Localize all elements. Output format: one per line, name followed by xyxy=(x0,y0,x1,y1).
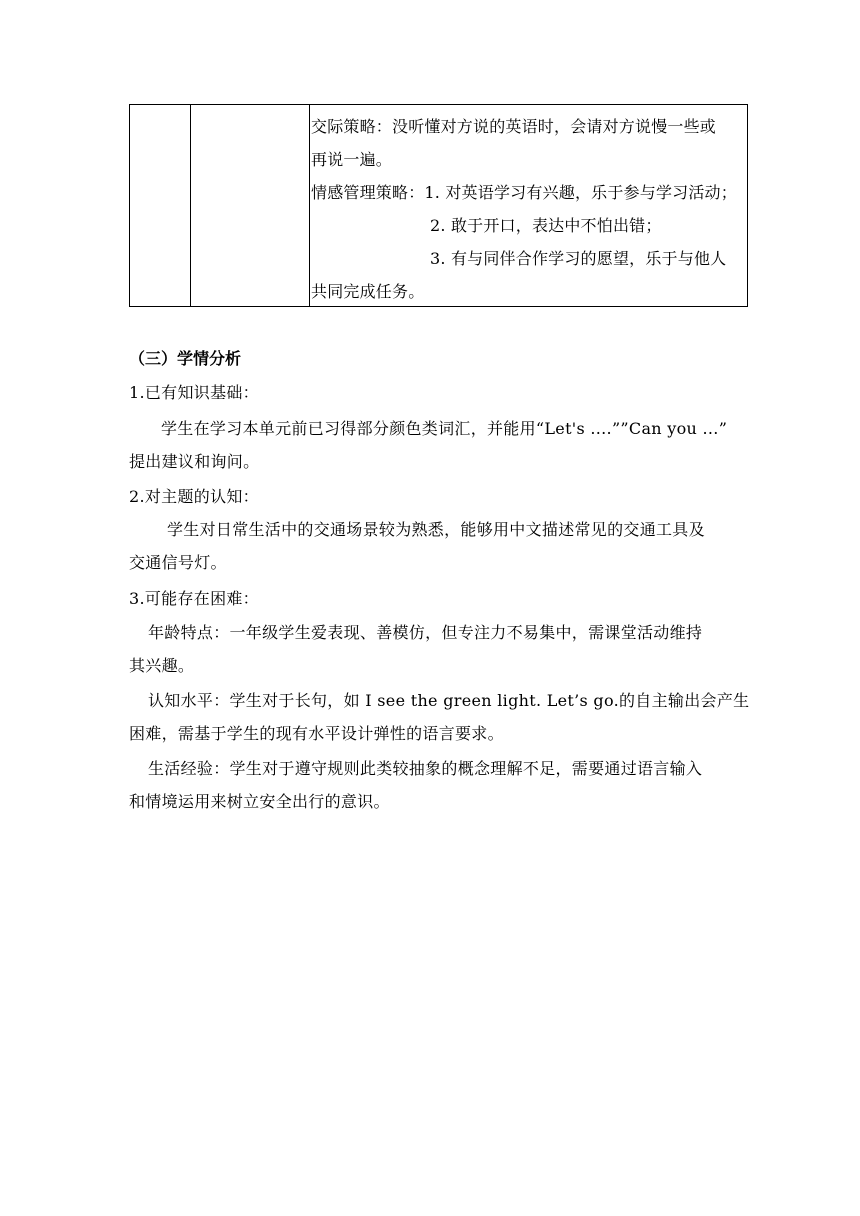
paragraph-line: 年龄特点：一年级学生爱表现、善模仿，但专注力不易集中，需课堂活动维持 xyxy=(148,623,703,642)
paragraph-line: 学生对日常生活中的交通场景较为熟悉，能够用中文描述常见的交通工具及 xyxy=(167,520,705,539)
paragraph-line: 交通信号灯。 xyxy=(129,553,227,572)
paragraph-line: 困难，需基于学生的现有水平设计弹性的语言要求。 xyxy=(129,724,504,743)
table-line: 共同完成任务。 xyxy=(311,282,425,301)
paragraph-line: 学生在学习本单元前已习得部分颜色类词汇，并能用“Let's ....””Can you ...” xyxy=(161,419,728,438)
paragraph-line: 认知水平：学生对于长句，如 I see the green light. Let’s go.的自主输出会产生 xyxy=(148,691,750,710)
table-line: 2. 敢于开口，表达中不怕出错； xyxy=(430,216,662,235)
item-title: 2.对主题的认知： xyxy=(129,487,259,506)
table-line: 情感管理策略：1. 对英语学习有兴趣，乐于参与学习活动； xyxy=(311,183,737,202)
section-heading: （三）学情分析 xyxy=(129,349,242,368)
paragraph-line: 提出建议和询问。 xyxy=(129,452,260,471)
item-title: 1.已有知识基础： xyxy=(129,383,259,402)
table-line: 3. 有与同伴合作学习的愿望，乐于与他人 xyxy=(430,249,727,268)
table-line: 交际策略：没听懂对方说的英语时，会请对方说慢一些或 xyxy=(311,117,717,136)
paragraph-line: 生活经验：学生对于遵守规则此类较抽象的概念理解不足，需要通过语言输入 xyxy=(148,759,703,778)
item-title: 3.可能存在困难： xyxy=(129,589,259,608)
table-column-divider xyxy=(309,105,310,306)
objectives-table-fragment xyxy=(129,104,748,307)
paragraph-line: 其兴趣。 xyxy=(129,656,195,675)
paragraph-line: 和情境运用来树立安全出行的意识。 xyxy=(129,792,390,811)
table-column-divider xyxy=(190,105,191,306)
table-line: 再说一遍。 xyxy=(311,150,393,169)
